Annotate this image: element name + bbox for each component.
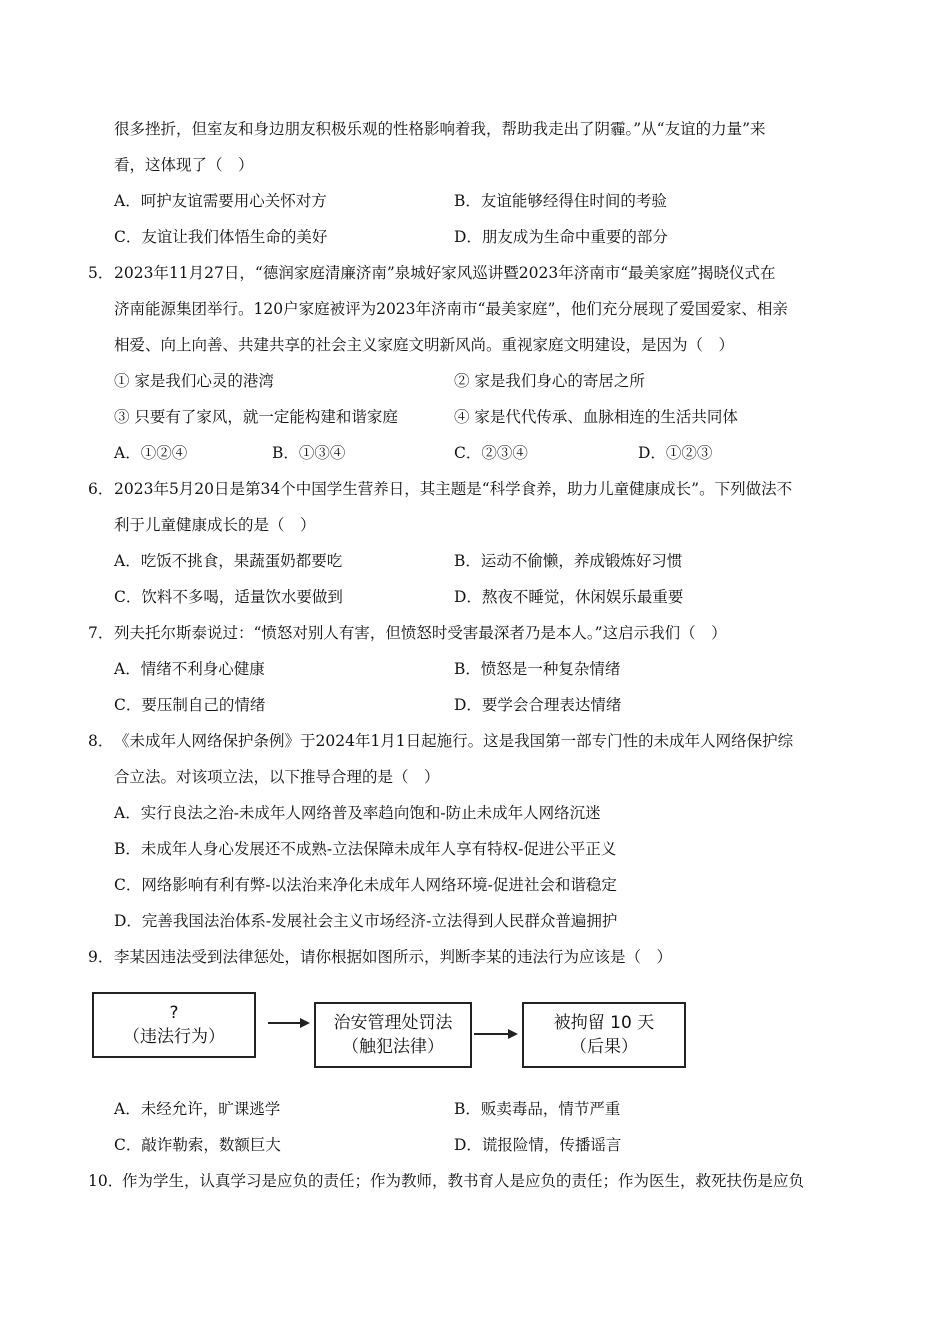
q8-option-d: D．完善我国法治体系-发展社会主义市场经济-立法得到人民群众普遍拥护	[114, 912, 618, 930]
diagram-box-consequence	[522, 1002, 686, 1068]
q4-option-c: C．友谊让我们体悟生命的美好	[114, 228, 328, 246]
q6-option-a: A．吃饭不挑食，果蔬蛋奶都要吃	[114, 552, 343, 570]
q9-option-b: B．贩卖毒品，情节严重	[454, 1100, 621, 1118]
q5-option-d: D．①②③	[638, 444, 713, 462]
q5-option-b: B．①③④	[272, 444, 346, 462]
q6-option-d: D．熬夜不睡觉，休闲娱乐最重要	[454, 588, 684, 606]
q5-stem-line1: 2023年11月27日，“德润家庭清廉济南”泉城好家风巡讲暨2023年济南市“最美家庭”揭晓仪式在	[114, 264, 776, 282]
diagram-arrow-1	[266, 1015, 312, 1031]
diagram-box-law-bottom: （触犯法律）	[342, 1037, 444, 1057]
q10-number: 10．	[88, 1172, 124, 1190]
q5-stem-line2: 济南能源集团举行。120户家庭被评为2023年济南市“最美家庭”，他们充分展现了爱国爱家、相亲	[114, 300, 788, 318]
diagram-box-law-top: 治安管理处罚法	[333, 1013, 453, 1033]
q4-stem-line2: 看，这体现了（ ）	[114, 156, 254, 174]
q8-number: 8．	[88, 732, 114, 750]
q10-stem-line1: 作为学生，认真学习是应负的责任；作为教师，教书育人是应负的责任；作为医生，救死扶伤是应负	[122, 1172, 805, 1190]
q6-option-b: B．运动不偷懒，养成锻炼好习惯	[454, 552, 683, 570]
q9-option-d: D．谎报险情，传播谣言	[454, 1136, 622, 1154]
q7-number: 7．	[88, 624, 114, 642]
q5-statement-4: ④ 家是代代传承、血脉相连的生活共同体	[454, 408, 738, 426]
q8-stem-line2: 合立法。对该项立法，以下推导合理的是（ ）	[114, 768, 440, 786]
q7-stem-line1: 列夫托尔斯泰说过：“愤怒对别人有害，但愤怒时受害最深者乃是本人。”这启示我们（ ）	[114, 624, 727, 642]
q8-option-b: B．未成年人身心发展还不成熟-立法保障未成年人享有特权-促进公平正义	[114, 840, 617, 858]
q5-stem-line3: 相爱、向上向善、共建共享的社会主义家庭文明新风尚。重视家庭文明建设，是因为（ ）	[114, 336, 735, 354]
q6-number: 6．	[88, 480, 114, 498]
q8-option-c: C．网络影响有利有弊-以法治来净化未成年人网络环境-促进社会和谐稳定	[114, 876, 617, 894]
q5-number: 5．	[88, 264, 114, 282]
diagram-box-violation-top: ?	[169, 1003, 179, 1023]
q4-stem-line1: 很多挫折，但室友和身边朋友积极乐观的性格影响着我，帮助我走出了阴霾。”从“友谊的力量”来	[114, 120, 766, 138]
q5-option-c: C．②③④	[454, 444, 528, 462]
q5-statement-1: ① 家是我们心灵的港湾	[114, 372, 274, 390]
q6-stem-line2: 利于儿童健康成长的是（ ）	[114, 516, 316, 534]
q5-statement-3: ③ 只要有了家风，就一定能构建和谐家庭	[114, 408, 398, 426]
q7-option-b: B．愤怒是一种复杂情绪	[454, 660, 621, 678]
q7-option-a: A．情绪不利身心健康	[114, 660, 265, 678]
q5-statement-2: ② 家是我们身心的寄居之所	[454, 372, 645, 390]
q8-stem-line1: 《未成年人网络保护条例》于2024年1月1日起施行。这是我国第一部专门性的未成年人网络保护综	[114, 732, 794, 750]
diagram-arrow-2	[472, 1026, 520, 1042]
q6-option-c: C．饮料不多喝，适量饮水要做到	[114, 588, 343, 606]
q7-option-c: C．要压制自己的情绪	[114, 696, 266, 714]
q4-option-b: B．友谊能够经得住时间的考验	[454, 192, 667, 210]
q4-option-a: A．呵护友谊需要用心关怀对方	[114, 192, 327, 210]
q9-option-a: A．未经允许，旷课逃学	[114, 1100, 281, 1118]
diagram-box-violation	[92, 992, 256, 1058]
diagram-box-violation-bottom: （违法行为）	[123, 1027, 225, 1047]
diagram-box-law	[314, 1002, 472, 1068]
diagram-box-consequence-bottom: （后果）	[570, 1037, 638, 1057]
diagram-box-consequence-top: 被拘留 10 天	[553, 1013, 655, 1033]
q8-option-a: A．实行良法之治-未成年人网络普及率趋向饱和-防止未成年人网络沉迷	[114, 804, 601, 822]
q5-option-a: A．①②④	[114, 444, 188, 462]
q9-option-c: C．敲诈勒索，数额巨大	[114, 1136, 281, 1154]
q6-stem-line1: 2023年5月20日是第34个中国学生营养日，其主题是“科学食养，助力儿童健康成长”。下列做法不	[114, 480, 793, 498]
q9-number: 9．	[88, 948, 114, 966]
q4-option-d: D．朋友成为生命中重要的部分	[454, 228, 668, 246]
q7-option-d: D．要学会合理表达情绪	[454, 696, 622, 714]
q9-stem-line1: 李某因违法受到法律惩处，请你根据如图所示，判断李某的违法行为应该是（ ）	[114, 948, 673, 966]
